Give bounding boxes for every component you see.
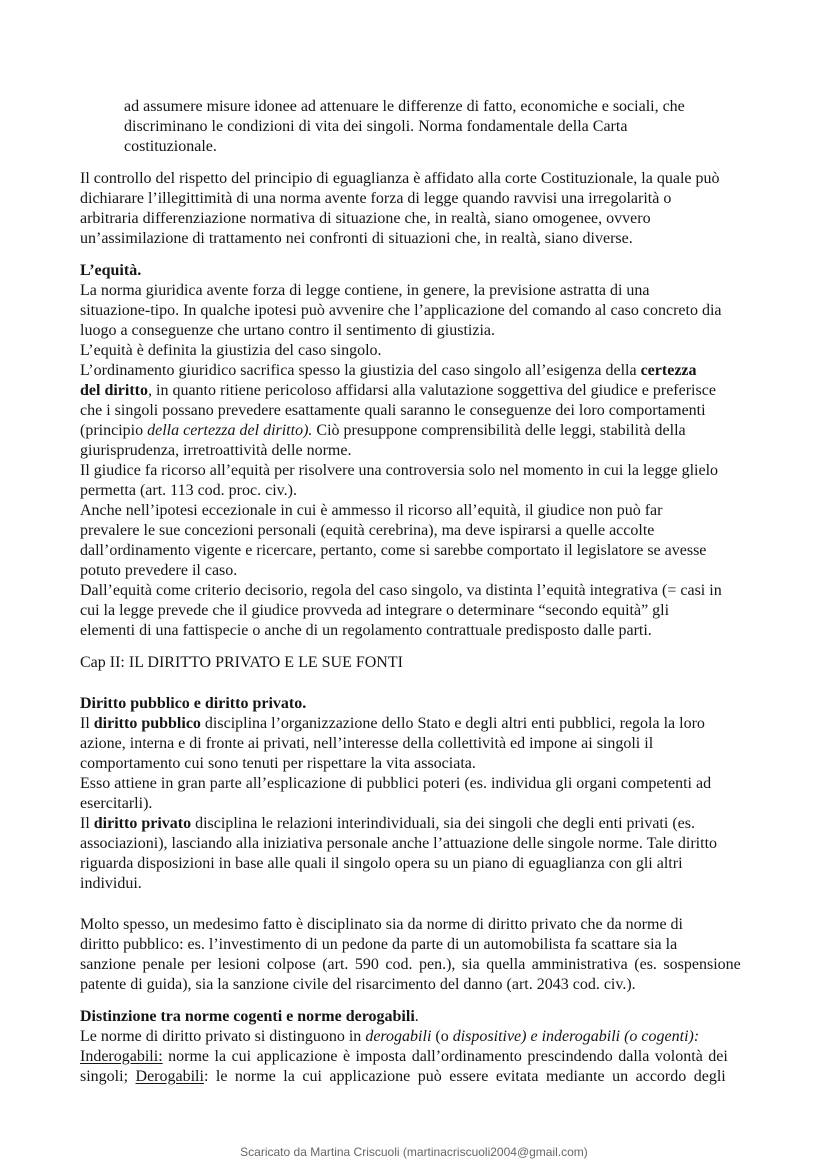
- download-footer: [0, 1145, 828, 1159]
- text-line: [80, 653, 756, 673]
- text-line: [80, 261, 756, 281]
- text-line: [80, 714, 756, 734]
- paragraph-molto-spesso: [80, 915, 756, 995]
- text-line: [80, 521, 756, 541]
- section-diritto-pubblico-privato: [80, 694, 756, 894]
- text-line: [80, 501, 756, 521]
- text-line: [80, 401, 756, 421]
- text-line: [80, 281, 756, 301]
- text-run: situazione-tipo. In qualche ipotesi può avvenire che l’applicazione del comando al caso concreto dia: [80, 302, 722, 319]
- text-run: dall’ordinamento vigente e ricercare, pertanto, come si sarebbe comportato il legislatore se avesse: [80, 542, 707, 559]
- text-run: patente di guida), sia la sanzione civile del risarcimento del danno (art. 2043 cod. civ.).: [80, 976, 636, 993]
- paragraph-controllo-eguaglianza: [80, 169, 756, 249]
- text-run: potuto prevedere il caso.: [80, 562, 238, 579]
- text-line: [80, 421, 756, 441]
- text-run: individui.: [80, 875, 142, 892]
- text-line: [80, 774, 756, 794]
- text-run: certezza: [640, 362, 697, 379]
- text-run: disciplina le relazioni interindividuali, sia dei singoli che degli enti privati (es.: [191, 815, 695, 832]
- text-run: .: [414, 1008, 419, 1025]
- download-footer-text: Scaricato da Martina Criscuoli (martinacriscuoli2004@gmail.com): [240, 1145, 588, 1159]
- text-run: (o: [431, 1028, 453, 1045]
- text-line: [80, 541, 756, 561]
- text-run: un’assimilazione di trattamento nei confronti di situazioni che, in realtà, siano diverse.: [80, 230, 633, 247]
- text-run: della certezza del diritto).: [147, 422, 313, 439]
- text-run: L’equità.: [80, 262, 142, 279]
- text-line: [80, 814, 756, 834]
- text-line: [80, 874, 756, 894]
- text-run: Il giudice fa ricorso all’equità per risolvere una controversia solo nel momento in cui la legge glielo: [80, 462, 719, 479]
- text-line: [80, 854, 756, 874]
- text-run: Inderogabili:: [80, 1048, 163, 1065]
- text-line: [80, 935, 756, 955]
- text-run: Cap II: IL DIRITTO PRIVATO E LE SUE FONTI: [80, 654, 403, 671]
- text-run: Il: [80, 715, 94, 732]
- text-run: L’equità è definita la giustizia del caso singolo.: [80, 342, 382, 359]
- text-line: [80, 834, 756, 854]
- text-run: arbitraria differenziazione normativa di situazione che, in realtà, siano omogenee, ovvero: [80, 210, 651, 227]
- text-line: [124, 97, 756, 117]
- text-run: elementi di una fattispecie o anche di un regolamento contrattuale predisposto dalle parti.: [80, 622, 652, 639]
- text-run: giurisprudenza, irretroattività delle norme.: [80, 442, 352, 459]
- text-line: [80, 1067, 756, 1087]
- text-run: Ciò presuppone comprensibilità delle leggi, stabilità della: [312, 422, 686, 439]
- text-line: [80, 975, 756, 995]
- text-line: [124, 117, 756, 137]
- text-run: cui la legge prevede che il giudice provveda ad integrare o determinare “secondo equità” gli: [80, 602, 670, 619]
- text-run: norme la cui applicazione è imposta dall’ordinamento prescindendo dalla volontà dei: [162, 1048, 728, 1065]
- paragraph-eguaglianza-continuation: [80, 97, 756, 157]
- chapter-title-cap2: [80, 653, 756, 673]
- text-run: Il controllo del rispetto del principio di eguaglianza è affidato alla corte Costituzionale, la quale può: [80, 170, 720, 187]
- text-line: [80, 754, 756, 774]
- text-run: dichiarare l’illegittimità di una norma avente forza di legge quando ravvisi una irregolarità o: [80, 190, 672, 207]
- text-line: [80, 601, 756, 621]
- text-run: disciplina l’organizzazione dello Stato e degli altri enti pubblici, regola la loro: [200, 715, 705, 732]
- text-run: ad assumere misure idonee ad attenuare le differenze di fatto, economiche e sociali, che: [124, 98, 685, 115]
- text-line: [80, 169, 756, 189]
- text-line: [80, 321, 756, 341]
- text-line: [80, 561, 756, 581]
- text-run: La norma giuridica avente forza di legge contiene, in genere, la previsione astratta di una: [80, 282, 650, 299]
- text-run: L’ordinamento giuridico sacrifica spesso la giustizia del caso singolo all’esigenza della: [80, 362, 641, 379]
- text-run: esercitarli).: [80, 795, 153, 812]
- text-run: derogabili: [365, 1028, 432, 1045]
- text-run: singoli;: [80, 1068, 136, 1085]
- text-run: riguarda disposizioni in base alle quali il singolo opera su un piano di eguaglianza con gli altri: [80, 855, 683, 872]
- text-line: [80, 1027, 756, 1047]
- text-run: Distinzione tra norme cogenti e norme derogabili: [80, 1008, 415, 1025]
- text-run: diritto privato: [93, 815, 192, 832]
- text-run: dispositive) e inderogabili (o cogenti):: [452, 1028, 700, 1045]
- text-line: [80, 794, 756, 814]
- text-line: [80, 189, 756, 209]
- text-line: [80, 301, 756, 321]
- text-line: [80, 734, 756, 754]
- text-run: prevalere le sue concezioni personali (equità cerebrina), ma deve ispirarsi a quelle accolte: [80, 522, 655, 539]
- text-run: associazioni), lasciando alla iniziativa personale anche l’attuazione delle singole norme. Tale diritto: [80, 835, 718, 852]
- text-run: Il: [80, 815, 94, 832]
- text-line: [80, 381, 756, 401]
- text-line: [80, 694, 756, 714]
- text-run: Molto spesso, un medesimo fatto è disciplinato sia da norme di diritto privato che da norme di: [80, 916, 683, 933]
- text-line: [80, 441, 756, 461]
- text-run: Anche nell’ipotesi eccezionale in cui è ammesso il ricorso all’equità, il giudice non può far: [80, 502, 663, 519]
- text-run: sanzione penale per lesioni colpose (art. 590 cod. pen.), sia quella amministrativa (es. sospensione: [80, 956, 741, 973]
- text-run: comportamento cui sono tenuti per rispettare la vita associata.: [80, 755, 476, 772]
- text-run: diritto pubblico: es. l’investimento di un pedone da parte di un automobilista fa scattare sia la: [80, 936, 678, 953]
- text-line: [80, 1007, 756, 1027]
- text-run: discriminano le condizioni di vita dei singoli. Norma fondamentale della Carta: [124, 118, 628, 135]
- text-line: [80, 1047, 756, 1067]
- text-run: Derogabili: [135, 1068, 204, 1085]
- text-line: [80, 229, 756, 249]
- section-norme-cogenti-derogabili: [80, 1007, 756, 1087]
- text-run: diritto pubblico: [93, 715, 201, 732]
- text-line: [80, 581, 756, 601]
- text-run: azione, interna e di fronte ai privati, nell’interesse della collettività ed impone ai singoli il: [80, 735, 654, 752]
- text-run: Esso attiene in gran parte all’esplicazione di pubblici poteri (es. individua gli organi competenti ad: [80, 775, 712, 792]
- document-page: [80, 97, 756, 1087]
- section-equita: [80, 261, 756, 641]
- text-run: che i singoli possano prevedere esattamente quali saranno le conseguenze dei loro comportamenti: [80, 402, 706, 419]
- document-text-container: [80, 97, 756, 1087]
- text-run: : le norme la cui applicazione può essere evitata mediante un accordo degli: [203, 1068, 726, 1085]
- text-line: [80, 955, 756, 975]
- text-line: [80, 209, 756, 229]
- text-run: del diritto: [80, 382, 148, 399]
- text-run: luogo a conseguenze che urtano contro il sentimento di giustizia.: [80, 322, 495, 339]
- text-line: [80, 621, 756, 641]
- text-line: [80, 915, 756, 935]
- text-line: [80, 361, 756, 381]
- text-line: [124, 137, 756, 157]
- text-run: Le norme di diritto privato si distinguono in: [80, 1028, 366, 1045]
- text-run: (principio: [80, 422, 148, 439]
- text-run: Diritto pubblico e diritto privato.: [80, 695, 307, 712]
- text-line: [80, 481, 756, 501]
- text-line: [80, 341, 756, 361]
- text-line: [80, 461, 756, 481]
- text-run: permetta (art. 113 cod. proc. civ.).: [80, 482, 297, 499]
- text-run: costituzionale.: [124, 138, 217, 155]
- text-run: Dall’equità come criterio decisorio, regola del caso singolo, va distinta l’equità integrativa (= casi in: [80, 582, 722, 599]
- text-run: , in quanto ritiene pericoloso affidarsi alla valutazione soggettiva del giudice e preferisce: [148, 382, 716, 399]
